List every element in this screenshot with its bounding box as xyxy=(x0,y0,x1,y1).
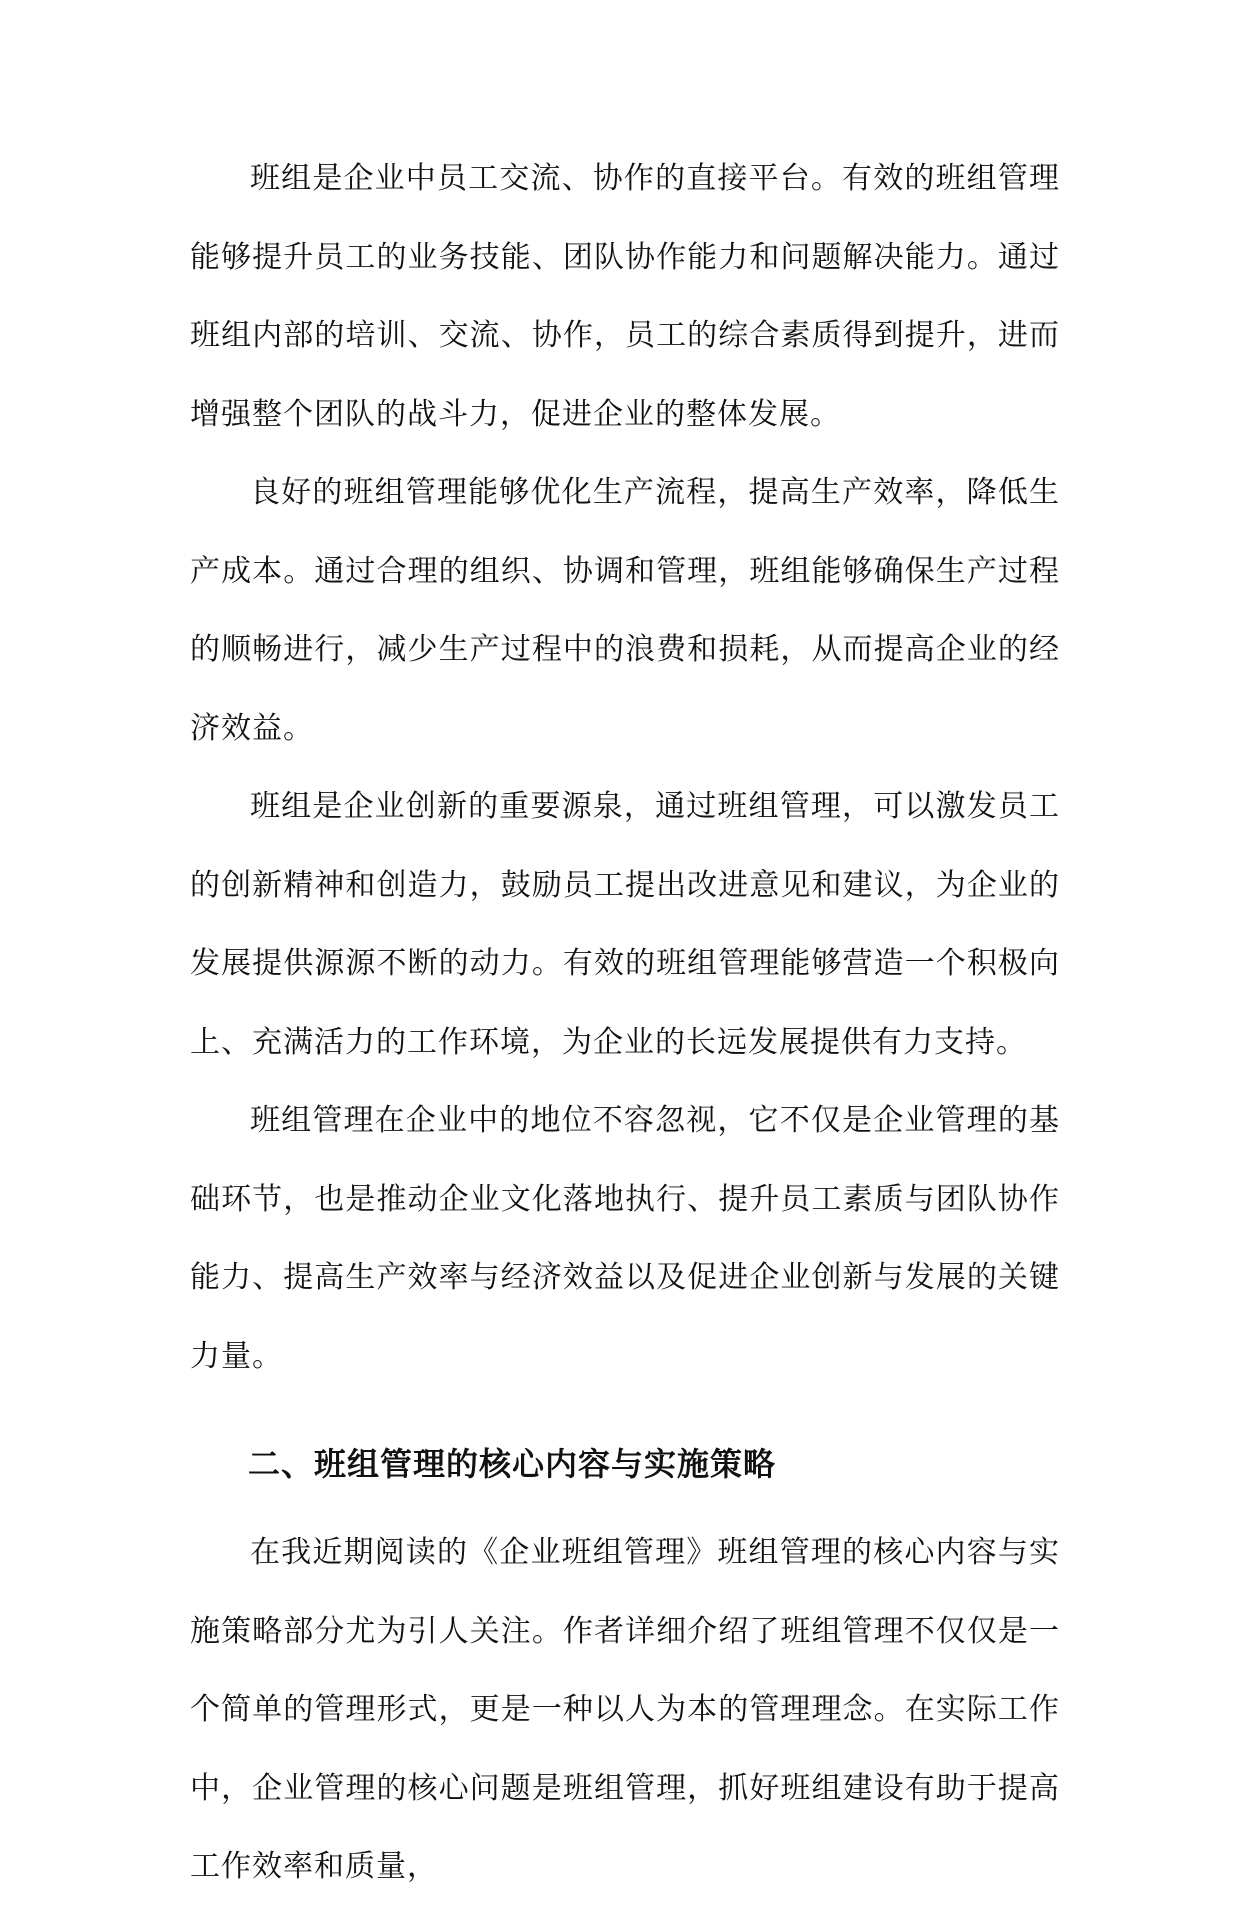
document-body xyxy=(190,140,1060,1907)
paragraph-production-efficiency: 良好的班组管理能够优化生产流程，提高生产效率，降低生产成本。通过合理的组织、协调和管理，班组能够确保生产过程的顺畅进行，减少生产过程中的浪费和损耗，从而提高企业的经济效益。 xyxy=(190,475,1060,746)
paragraph-management-status: 班组管理在企业中的地位不容忽视，它不仅是企业管理的基础环节，也是推动企业文化落地执行、提升员工素质与团队协作能力、提高生产效率与经济效益以及促进企业创新与发展的关键力量。 xyxy=(190,1103,1060,1374)
paragraph-innovation-source: 班组是企业创新的重要源泉，通过班组管理，可以激发员工的创新精神和创造力，鼓励员工提出改进意见和建议，为企业的发展提供源源不断的动力。有效的班组管理能够营造一个积极向上、充满活力的工作环境，为企业的长远发展提供有力支持。 xyxy=(190,789,1060,1060)
paragraph-team-platform: 班组是企业中员工交流、协作的直接平台。有效的班组管理能够提升员工的业务技能、团队协作能力和问题解决能力。通过班组内部的培训、交流、协作，员工的综合素质得到提升，进而增强整个团队的战斗力，促进企业的整体发展。 xyxy=(190,161,1060,432)
section-heading: 二、班组管理的核心内容与实施策略 xyxy=(248,1445,777,1483)
paragraph-core-content: 在我近期阅读的《企业班组管理》班组管理的核心内容与实施策略部分尤为引人关注。作者详细介绍了班组管理不仅仅是一个简单的管理形式，更是一种以人为本的管理理念。在实际工作中，企业管理的核心问题是班组管理，抓好班组建设有助于提高工作效率和质量， xyxy=(190,1535,1060,1884)
